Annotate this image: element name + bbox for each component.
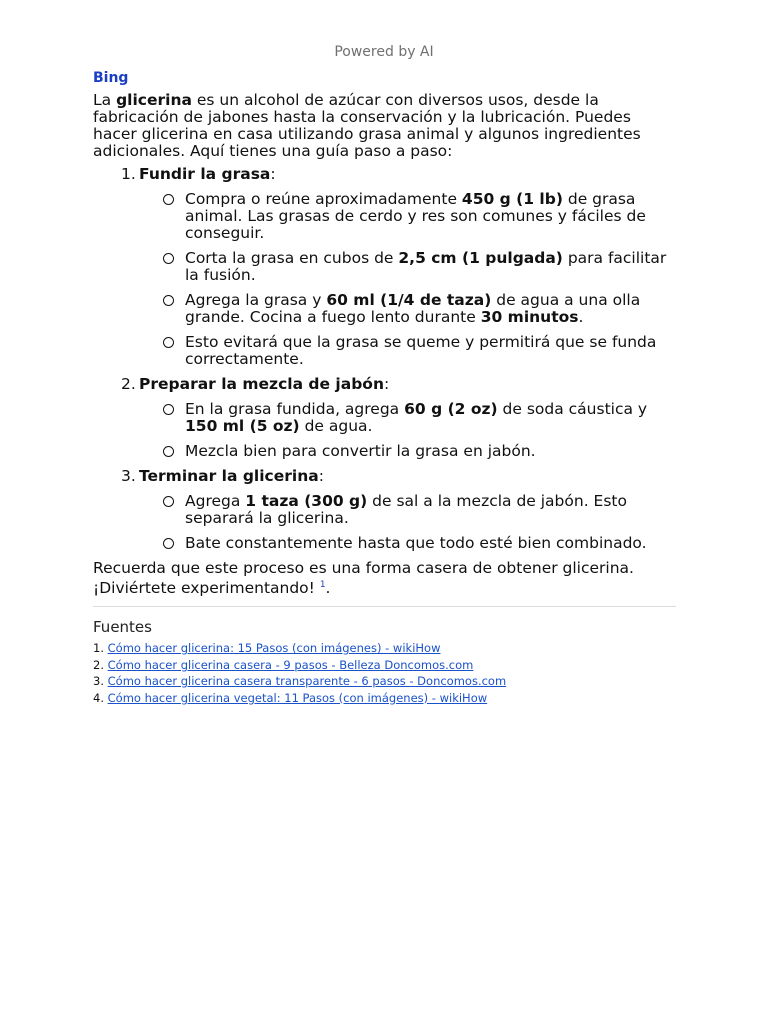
intro-text: La xyxy=(93,91,117,109)
substep-text: Mezcla bien para convertir la grasa en jabón. xyxy=(185,442,536,460)
brand-label: Bing xyxy=(93,70,129,86)
source-item xyxy=(93,690,676,707)
substep-item xyxy=(185,334,676,368)
source-item xyxy=(93,673,676,690)
substep-item xyxy=(185,443,676,460)
step-item: 1. Fundir la grasa: Compra o reúne aproximadamente 450 g (1 lb) de grasa animal. Las grasas de cerdo y res son comunes y fáciles de conseguir. Corta la grasa en cubos de 2,5 cm (1 pulgada) para facilitar la fusión. Agrega la grasa y 60 ml (1/4 de taza) de agua a una olla grande. Cocina a fuego lento durante 30 minutos. Esto evitará que la grasa se queme y permitirá que se funda correctamente. xyxy=(139,166,676,368)
step-title: Fundir la grasa xyxy=(139,165,271,183)
substeps-list xyxy=(139,191,676,368)
substep-bold: 60 g (2 oz) xyxy=(404,400,498,418)
source-number: 2. xyxy=(93,657,104,672)
substep-text: Agrega la grasa y xyxy=(185,291,327,309)
answer-content xyxy=(93,70,676,706)
source-number: 1. xyxy=(93,641,104,656)
source-link[interactable]: Cómo hacer glicerina vegetal: 11 Pasos (con imágenes) - wikiHow xyxy=(107,690,488,705)
substep-bold: 2,5 cm (1 pulgada) xyxy=(398,249,563,267)
circle-bullet-icon xyxy=(163,295,174,306)
intro-paragraph xyxy=(93,92,676,160)
substeps-list xyxy=(139,401,676,460)
sources-list xyxy=(93,640,676,706)
substep-text: En la grasa fundida, agrega xyxy=(185,400,405,418)
substep-bold: 1 taza (300 g) xyxy=(245,492,368,510)
step-item: 2. Preparar la mezcla de jabón: En la grasa fundida, agrega 60 g (2 oz) de soda cáustica y 150 ml (5 oz) de agua. Mezcla bien para convertir la grasa en jabón. xyxy=(139,376,676,460)
step-colon: : xyxy=(318,467,324,485)
substep-text: Esto evitará que la grasa se queme y permitirá que se funda correctamente. xyxy=(185,333,657,368)
source-link[interactable]: Cómo hacer glicerina: 15 Pasos (con imágenes) - wikiHow xyxy=(107,641,441,656)
step-colon: : xyxy=(383,375,390,393)
citation-link[interactable]: 1 xyxy=(319,580,326,590)
source-link[interactable]: Cómo hacer glicerina casera - 9 pasos - Belleza Doncomos.com xyxy=(107,657,474,672)
sources-heading: Fuentes xyxy=(93,618,152,637)
source-number: 3. xyxy=(93,674,104,689)
source-item xyxy=(93,640,676,657)
substep-text: para facilitar la fusión. xyxy=(185,249,667,284)
source-item xyxy=(93,657,676,674)
substep-text: de grasa animal. Las grasas de cerdo y res son comunes y fáciles de conseguir. xyxy=(185,190,646,242)
circle-bullet-icon xyxy=(163,337,174,348)
substep-item xyxy=(185,401,676,435)
source-link[interactable]: Cómo hacer glicerina casera transparente - 6 pasos - Doncomos.com xyxy=(107,674,507,689)
substep-text: de soda cáustica y xyxy=(497,400,648,418)
source-number: 4. xyxy=(93,690,104,705)
intro-bold: glicerina xyxy=(116,91,192,109)
powered-by-label: Powered by AI xyxy=(334,44,434,60)
step-title: Terminar la glicerina xyxy=(139,467,319,485)
divider xyxy=(93,606,676,607)
step-item: 3. Terminar la glicerina: Agrega 1 taza (300 g) de sal a la mezcla de jabón. Esto separará la glicerina. Bate constantemente hasta que todo esté bien combinado. xyxy=(139,468,676,552)
substep-item xyxy=(185,292,676,326)
substep-text: de sal a la mezcla de jabón. Esto separará la glicerina. xyxy=(185,492,627,527)
substep-text: Compra o reúne aproximadamente xyxy=(185,190,462,208)
substep-item xyxy=(185,191,676,242)
substep-text: Bate constantemente hasta que todo esté bien combinado. xyxy=(185,534,647,552)
circle-bullet-icon xyxy=(163,194,174,205)
substep-bold: 450 g (1 lb) xyxy=(461,190,563,208)
step-colon: : xyxy=(270,165,276,183)
substep-item xyxy=(185,250,676,284)
substep-bold: 30 minutos xyxy=(480,308,579,326)
steps-list xyxy=(93,166,676,552)
substep-text: de agua a una olla grande. Cocina a fuego lento durante xyxy=(185,291,641,326)
closing-text: Recuerda que este proceso es una forma casera de obtener glicerina. ¡Diviértete experimentando! xyxy=(93,559,634,598)
intro-text: es un alcohol de azúcar con diversos usos, desde la fabricación de jabones hasta la conservación y la lubricación. Puedes hacer glicerina en casa utilizando grasa animal y algunos ingredientes adicionales. Aquí tienes una guía paso a paso: xyxy=(93,91,641,160)
substep-text: . xyxy=(578,308,584,326)
closing-paragraph xyxy=(93,560,676,597)
substep-text: Corta la grasa en cubos de xyxy=(185,249,399,267)
substeps-list xyxy=(139,493,676,552)
circle-bullet-icon xyxy=(163,404,174,415)
substep-item xyxy=(185,493,676,527)
substep-bold: 150 ml (5 oz) xyxy=(185,417,300,435)
circle-bullet-icon xyxy=(163,253,174,264)
substep-bold: 60 ml (1/4 de taza) xyxy=(326,291,492,309)
closing-end: . xyxy=(325,579,331,598)
substep-item xyxy=(185,535,676,552)
circle-bullet-icon xyxy=(163,446,174,457)
substep-text: de agua. xyxy=(299,417,373,435)
circle-bullet-icon xyxy=(163,496,174,507)
step-title: Preparar la mezcla de jabón xyxy=(139,375,384,393)
substep-text: Agrega xyxy=(185,492,246,510)
circle-bullet-icon xyxy=(163,538,174,549)
